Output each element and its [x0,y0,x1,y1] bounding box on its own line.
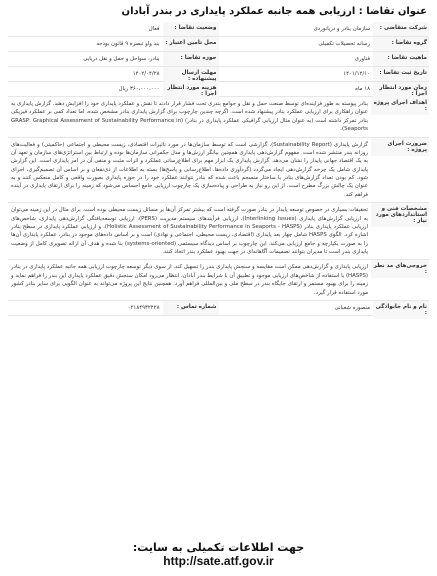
features-value: تحقیقات بسیاری در خصوص توسعه پایدار در بنادر صورت گرفته است که بیشتر تمرکز آن‌ها بر مسائل زیست محیطی بوده است. برای مثال در این زمینه می‌توان به ارزیابی گزارش‌های پایداری (Interlinking Issues)، ارزیابی فرآیندهای سیستم مدیریت (PERS)، ارزیابی توسعه‌یافتگی گزارش‌دهی پایداری، شاخص‌های ارزیابی عملکرد پایداری بنادر (Holistic Assessment of Sustainability Performance in Seaports - HASPS)، و ارزیابی عملکرد پایداری در سطح بنادر اشاره کرد. الگوی HASPS شامل چهار بعد پایداری (اقتصادی، زیست محیطی، اجتماعی و نهادی) است و بر اساس داده‌های موجود در بنادر، عملکرد پایداری آن‌ها را به صورت یکپارچه و جامع ارزیابی می‌کند. این چارچوب بر اساس دیدگاه سیستمی (systems-oriented) بنا شده و هدف آن ارائه تصویری کامل از وضعیت پایداری بندر است تا مدیران بتوانند تصمیمات آگاهانه‌ای در جهت بهبود عملکرد بندر اتخاذ کنند. [11,207,369,255]
row-nature-domain [8,52,429,67]
row-features [8,203,429,260]
row-duration-cost [8,82,429,97]
page-title: عنوان تقاضا : ارزیابی همه جانبه عملکرد پایداری در بندر آبادان [121,6,427,17]
goal-label: اهداف اجرای پروژه : [371,97,429,115]
reg-date-value: ۱۴۰۱/۱۲/۱۰ [343,71,370,77]
phone-label: شماره تماس : [163,301,219,315]
status-label: وضعیت تقاضا : [163,22,219,36]
domain-value: بنادر، سواحل و حمل و نقل دریایی [83,56,160,62]
nature-label: ماهیت تقاضا : [373,52,429,66]
nature-value: فناوری [354,56,370,62]
reg-date-label: تاریخ ثبت تقاضا : [373,67,429,81]
cost-label: هزینه مورد انتظار اجرا : [163,82,219,100]
contact-value: منصوره شعبانی [334,304,370,311]
deadline-label: مهلت ارسال پیشنهاده : [163,67,219,85]
row-dates [8,67,429,82]
goal-value: بنادر پیوسته به طور فزاینده‌ای توسط صنعت حمل و نقل و جوامع بندری تحت فشار قرار دادند تا نقش و عملکرد پایداری خود را افزایش دهند. گزارش پایداری به عنوان راهکاری برای ارزیابی عملکرد بنادر پیشنهاد شده است. اگرچه چندین چارچوب برای گزارش پایداری بنادر مشخص شده، اما تعداد کمی بر عملکرد فیزیکی بنادر تمرکز داشته است (به عنوان مثال ارزیابی گرافیکی عملکرد پایداری در بنادر) (GRASP: Graphical Assessment of Sustainability Performance in Seaports). [11,101,368,133]
duration-value: ۱۸ ماه [355,86,370,92]
funding-label: محل تامین اعتبار : [163,37,219,51]
footer-title: جهت اطلاعات تکمیلی به سایت: [132,541,305,554]
features-label: مشخصات فنی و استانداردهای مورد نیاز : [371,203,429,227]
funding-value: بند واو تبصره ۹ قانون بودجه [96,41,160,47]
footer-link[interactable]: http://sate.atf.gov.ir [163,554,274,568]
phone-value: ۰۲۱۸۴۹۳۲۴۲۸ [127,304,160,311]
necessity-value: گزارش پایداری (Sustainability Report)، گزارشی است که توسط سازمان‌ها در مورد تاثیرات اقتصادی، زیست محیطی و اجتماعی (حاکمیتی) و فعالیت‌های روزانه بندر منتشر شده است. مفهوم گزارش‌دهی پایداری همچنین بیانگر ارزش‌ها و مدل حکمرانی سازمان‌ها بوده و ارتباط بین استراتژی‌های سازمان و تعهد آن به یک اقتصاد جهانی پایدار را نشان می‌دهد. گزارش پایداری یک ابزار مهم برای اطلاع‌رسانی عملکرد و اثرات مثبت و منفی آن در امر پایداری است. این گزارش پایداری شامل یک چرخه گزارش‌دهی ایجاد می‌گردد (گردآوری داده‌ها، اطلاع‌رسانی و پاسخ‌ها) بسته به اطلاعات از ذی‌نفعان و بر اساس آن تصمیم‌گیری، اجرای شود. کم بودن تعداد گزارش‌های بنادر با ساختار منسجم باعث شده که بنادر نتوانند عملکرد خود را در حوزه پایداری بصورت واقعی و کامل منعکس کنند و به عنوان یک چالش بزرگ مطرح است. از این رو نیاز به طراحی و پیاده‌سازی یک چارچوب ارزیابی جامع احساس می‌شود که زمینه را برای ارتقای پایداری در آینده فراهم کند. [11,141,368,198]
company-label: شرکت متقاضی : [373,22,429,36]
row-company-status [8,22,429,37]
request-details-table [8,22,429,316]
row-outputs [8,260,429,301]
group-value: رسانه تحصیلات تکمیلی [318,41,370,47]
outputs-value: ارزیابی پایداری و گزارش‌دهی ممکن است مقایسه و سنجش پایداری بندر را تسهیل کند. از سوی دیگر توسعه چارچوب ارزیابی همه جانبه عملکرد پایداری در بنادر (HASPS) با استفاده از شاخص‌های ارزیابی موجود و تطبیق آن با شرایط بندر آبادان، انتظار می‌رود امکان سنجش دقیق عملکرد پایداری این بندر را فراهم نماید و زمینه را برای بهبود مستمر و ارتقای جایگاه بندر در سطح ملی و بین‌المللی فراهم آورد. همچنین نتایج این پروژه می‌تواند به عنوان الگویی برای سایر بنادر کشور مورد استفاده قرار گیرد. [11,264,368,296]
domain-label: حوزه تقاضا : [163,52,219,66]
group-label: گروه تقاضا : [373,37,429,51]
status-value: فعال [148,26,160,32]
necessity-label: ضرورت اجرای پروژه : [371,138,429,156]
row-goals [8,97,429,138]
duration-label: زمان مورد انتظار اجرا : [373,82,429,100]
row-group-funding [8,37,429,52]
cost-value: ۳۶۰،۰۰۰،۰۰۰ ریال [118,86,160,92]
contact-label: نام و نام خانوادگی : [373,301,429,319]
footer [0,541,437,568]
row-contact [8,301,429,316]
outputs-label: خروجی‌های مد نظر : [371,260,429,278]
deadline-value: ۱۴۰۲/۰۴/۲۸ [132,71,160,77]
row-necessity [8,138,429,204]
company-value: سازمان بنادر و دریانوردی [313,26,370,32]
